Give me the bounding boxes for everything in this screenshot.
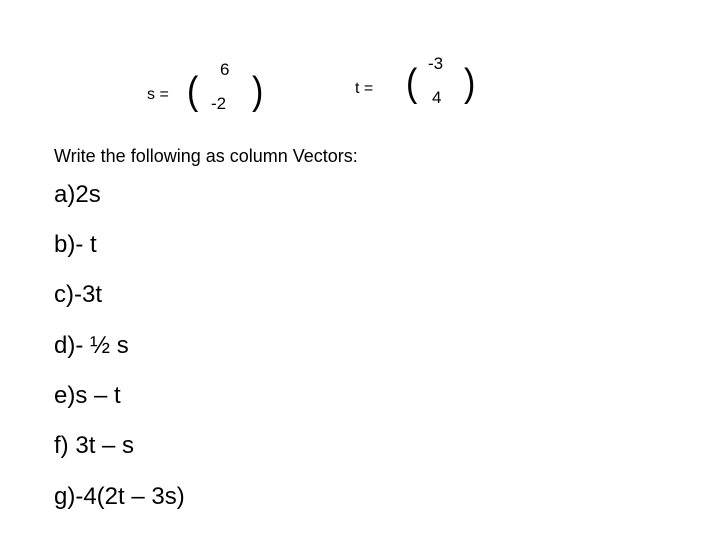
vector-t-close-paren: ) <box>464 61 476 106</box>
question-letter: a) <box>54 181 76 208</box>
question-expression: 3t – s <box>75 432 135 459</box>
question-e <box>54 382 121 410</box>
question-c <box>54 281 102 309</box>
vector-s-close-paren: ) <box>252 69 264 114</box>
question-letter: g) <box>54 483 76 510</box>
vector-t-bottom-component: 4 <box>432 88 442 107</box>
question-expression: -3t <box>74 281 103 308</box>
question-d <box>54 332 129 360</box>
question-b <box>54 231 97 259</box>
question-expression: 2s <box>75 181 101 208</box>
vector-s-open-paren: ( <box>187 69 199 114</box>
vector-t-label: t = <box>355 80 374 97</box>
question-letter: e) <box>54 382 76 409</box>
question-expression: - ½ s <box>75 332 129 359</box>
question-letter: c) <box>54 281 74 308</box>
vector-s-top-component: 6 <box>220 60 230 79</box>
question-expression: s – t <box>75 382 121 409</box>
instruction-text: Write the following as column Vectors: <box>54 146 358 166</box>
question-g <box>54 483 185 511</box>
vector-t-top-component: -3 <box>428 54 444 73</box>
vector-s-label: s = <box>147 86 169 103</box>
question-expression: - t <box>75 231 97 258</box>
question-letter: d) <box>54 332 76 359</box>
question-f <box>54 432 134 460</box>
question-expression: -4(2t – 3s) <box>75 483 185 510</box>
question-letter: f) <box>54 432 69 459</box>
vector-s-bottom-component: -2 <box>211 94 227 113</box>
vector-t-open-paren: ( <box>406 61 418 106</box>
question-a <box>54 181 101 209</box>
question-letter: b) <box>54 231 76 258</box>
